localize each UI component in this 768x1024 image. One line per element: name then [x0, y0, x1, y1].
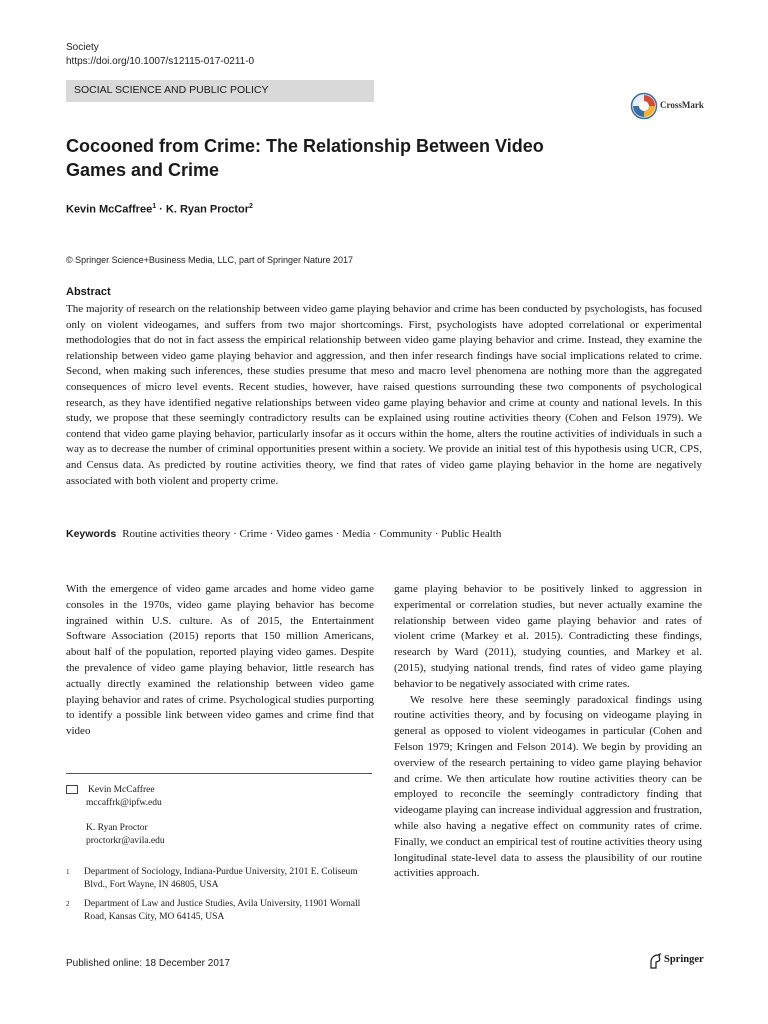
- title-line-2: Games and Crime: [66, 160, 220, 180]
- affiliation-1: [66, 866, 356, 894]
- body-paragraph: game playing behavior to be positively linked to aggression in experimental or correlation studies, but never actually examine the relationship between video game playing behavior and rates of violent crime (Markey et al. 2015). Contradicting these findings, research by Ward (2011), studying counties, and Markey et al. (2015), studying national trends, find rates of video game playing behavior to be negatively associated with crime rates.: [394, 583, 702, 690]
- copyright-notice: © Springer Science+Business Media, LLC, part of Springer Nature 2017: [66, 255, 354, 265]
- section-label: SOCIAL SCIENCE AND PUBLIC POLICY: [74, 84, 269, 96]
- keywords-line: [66, 528, 702, 540]
- abstract-heading: Abstract: [66, 286, 111, 298]
- body-column-left: [66, 582, 374, 740]
- springer-horse-icon: [648, 953, 662, 969]
- author-list: [66, 203, 253, 216]
- author-name[interactable]: K. Ryan Proctor: [165, 203, 250, 216]
- author-name[interactable]: Kevin McCaffree: [66, 203, 153, 216]
- envelope-icon: [66, 785, 78, 794]
- crossmark-label: CrossMark: [660, 100, 704, 110]
- author-affil-marker: 2: [249, 203, 253, 210]
- affil-number: 1: [66, 868, 70, 876]
- section-banner: [66, 80, 374, 102]
- corr-name: Kevin McCaffree: [88, 785, 155, 795]
- author-affil-marker: 1: [152, 203, 157, 210]
- author-separator: ·: [156, 203, 166, 216]
- springer-label: Springer: [664, 954, 704, 965]
- body-paragraph: We resolve here these seemingly paradoxical findings using routine activities theory, and by focusing on videogame playing in general as opposed to violent videogames in particular (Cohen and Felson 1979; Kringen and Felson 2014). We begin by providing an overview of the research pertaining to video game playing behavior and crime. We then articulate how routine activities theory can be employed to reconcile the seemingly contradictory finding that videogame playing can increase individual aggression and frustration, while also having a negative effect on community rates of crime. Finally, we conduct an empirical test of routine activities theory using longitudinal state-level data to assess the plausibility of our routine activities approach.: [394, 693, 702, 880]
- article-title: [66, 134, 586, 182]
- abstract-text: The majority of research on the relationship between video game playing behavior and crime has been conducted by psychologists, has focused only on violent videogames, and suffers from two major shortcomings. First, psychologists have adopted correlational or experimental methodologies that do not in fact assess the empirical relationship between video game playing behavior and crime. Instead, they examine the relationship between video game playing behavior and aggression, and then infer research findings have social implications related to crime. Second, when making such inferences, these studies presume that meso and macro level phenomena are nothing more than the aggregated consequences of micro level events. Recent studies, however, have raised questions surrounding these two components of psychological research, as they have identified negative relationships between video game playing behavior and crime at county and national levels. In this study, we propose that these seemingly contradictory results can be explained using routine activities theory (Cohen and Felson 1979). We contend that video game playing behavior, particularly insofar as it occurs within the home, alters the routine activities of individuals in such a way as to decrease the number of criminal opportunities present within a society. We provide an initial test of this hypothesis using UCR, CPS, and Census data. As predicted by routine activities theory, we find that rates of video game playing behavior in the home are negatively associated with both violent and property crime.: [66, 303, 702, 487]
- journal-name: Society: [66, 42, 99, 53]
- corr-author-1: [66, 784, 165, 797]
- crossmark-icon: [630, 92, 658, 120]
- published-date: Published online: 18 December 2017: [66, 958, 230, 969]
- corr-name: K. Ryan Proctor: [86, 823, 148, 833]
- affil-text: Department of Sociology, Indiana-Purdue University, 2101 E. Coliseum Blvd., Fort Wayne, IN 46805, USA: [84, 867, 358, 890]
- doi-link[interactable]: https://doi.org/10.1007/s12115-017-0211-0: [66, 56, 255, 67]
- corr-email[interactable]: proctorkr@avila.edu: [86, 836, 165, 846]
- footnote-divider: [66, 773, 372, 774]
- keywords-list: Routine activities theory · Crime · Video games · Media · Community · Public Health: [122, 528, 502, 540]
- body-paragraph: With the emergence of video game arcades and home video game consoles in the 1970s, video game playing behavior has become ingrained within U.S. culture. As of 2015, the Entertainment Software Association (2015) reports that 150 million Americans, about half of the population, reported playing video games. Despite the prevalence of video game playing behavior, little research has actually directly examined the relationship between video game playing behavior and rates of crime. Psychological studies purporting to identify a possible link between video games and crime find that video: [66, 583, 374, 738]
- crossmark-badge[interactable]: [630, 92, 704, 120]
- corr-email[interactable]: mccaffrk@ipfw.edu: [86, 798, 162, 808]
- springer-logo: [648, 952, 708, 970]
- affil-text: Department of Law and Justice Studies, Avila University, 11901 Wornall Road, Kansas City, MO 64145, USA: [84, 899, 361, 922]
- correspondence-block: [66, 784, 165, 848]
- keywords-label: Keywords: [66, 528, 117, 540]
- affil-number: 2: [66, 900, 70, 908]
- affiliation-2: [66, 898, 361, 926]
- body-column-right: [394, 582, 702, 882]
- title-line-1: Cocooned from Crime: The Relationship Between Video: [66, 136, 544, 156]
